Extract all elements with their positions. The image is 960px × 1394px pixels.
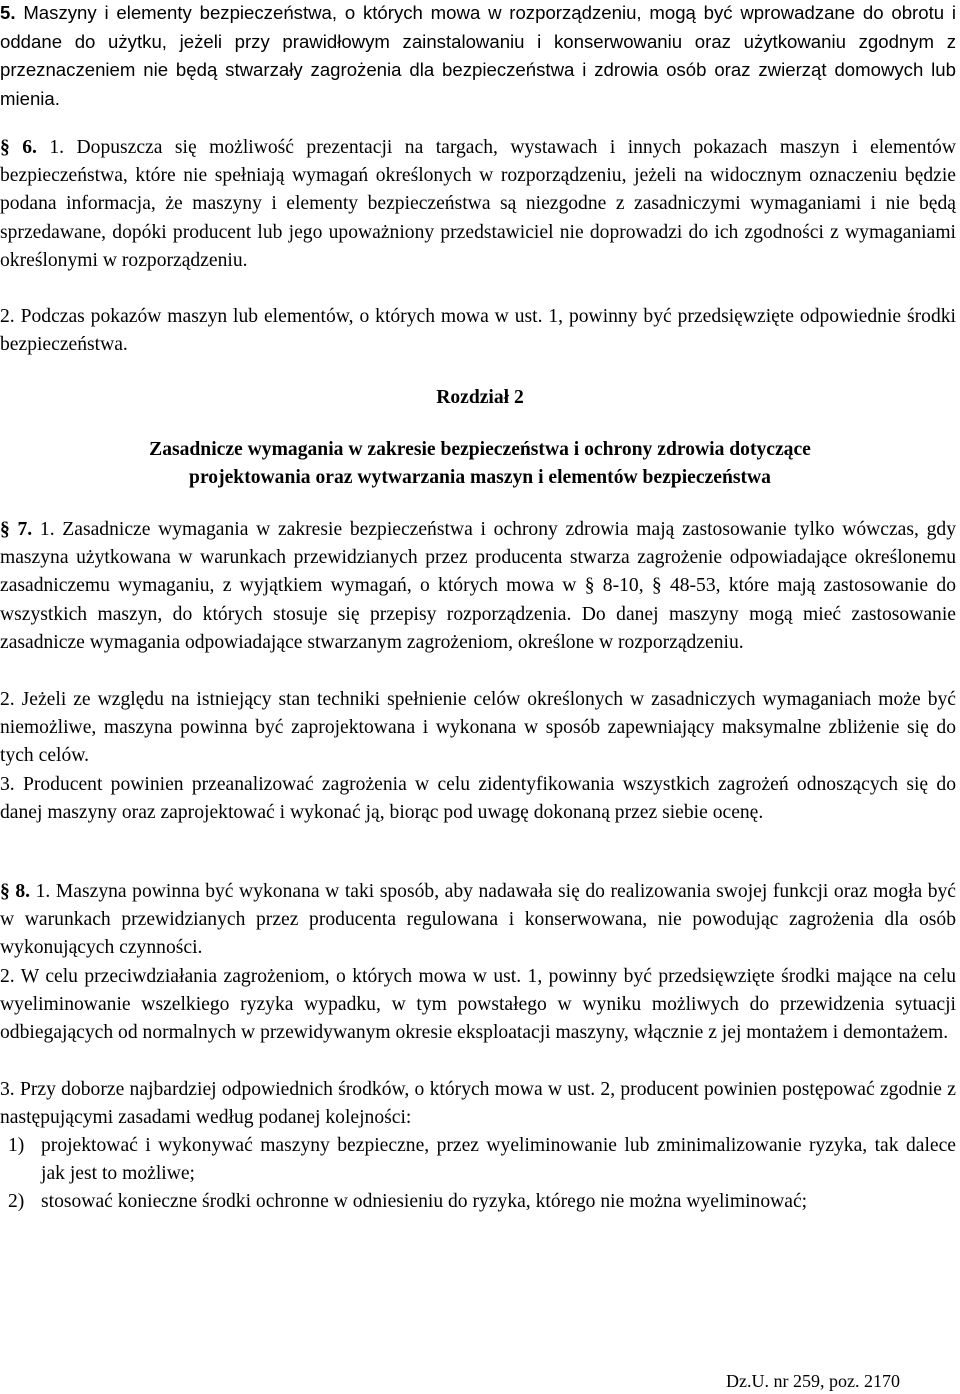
list-item-number: 2) xyxy=(8,1191,25,1212)
paragraph-text: 2. Podczas pokazów maszyn lub elementów, o których mowa w ust. 1, powinny być przedsięwzięte odpowiednie środki bezpieczeństwa. xyxy=(0,306,956,356)
chapter-title-line-1: Zasadnicze wymagania w zakresie bezpieczeństwa i ochrony zdrowia dotyczące xyxy=(149,439,811,460)
paragraph-text: 3. Przy doborze najbardziej odpowiednich środków, o których mowa w ust. 2, producent powinien postępować zgodnie z następującymi zasadami według podanej kolejności: xyxy=(0,1079,956,1129)
section-6-paragraph-1 xyxy=(0,134,956,275)
paragraph-5 xyxy=(0,0,956,113)
section-sign: § xyxy=(0,881,10,902)
list-item-text: stosować konieczne środki ochronne w odniesieniu do ryzyka, którego nie można wyeliminować; xyxy=(41,1191,808,1212)
paragraph-text: 2. Jeżeli ze względu na istniejący stan techniki spełnienie celów określonych w zasadniczych wymaganiach może być niemożliwe, maszyna powinna być zaprojektowana i wykonana w sposób zapewniający maksymalne zbliżenie się do tych celów. xyxy=(0,689,956,767)
section-number: 8. xyxy=(15,881,31,902)
paragraph-text: 8-10, xyxy=(602,575,644,597)
section-7-paragraph-1 xyxy=(0,516,956,657)
section-number: 6. xyxy=(22,137,37,158)
paragraph-text: 2. W celu przeciwdziałania zagrożeniom, o których mowa w ust. 1, powinny być przedsięwzięte środki mające na celu wyeliminowanie wszelkiego ryzyka wypadku, w tym powstałego w wyniku możliwych do przewidzenia sytuacji odbiegających od normalnych w przewidywanym okresie eksploatacji maszyny, włącznie z jej montażem i demontażem. xyxy=(0,966,956,1044)
paragraph-text: 1. Zasadnicze wymagania w zakresie bezpieczeństwa i ochrony zdrowia mają zastosowanie tylko wówczas, gdy maszyna użytkowana w warunkach przewidzianych przez producenta stwarza zagrożenie odpowiadające określonemu zasadniczemu wymaganiu, z wyjątkiem wymagań, o których mowa w xyxy=(0,519,956,597)
list-item-number: 1) xyxy=(8,1135,25,1156)
section-8-paragraph-2 xyxy=(0,963,956,1048)
chapter-title-line-2: projektowania oraz wytwarzania maszyn i elementów bezpieczeństwa xyxy=(189,467,771,488)
section-6-paragraph-2 xyxy=(0,303,956,359)
section-sign: § xyxy=(0,137,10,158)
paragraph-text: 1. Maszyna powinna być wykonana w taki sposób, aby nadawała się do realizowania swojej funkcji oraz mogła być w warunkach przewidzianych przez producenta regulowana i konserwowana, nie powodując zagrożenia dla osób wykonujących czynności. xyxy=(0,881,956,959)
paragraph-text: Maszyny i elementy bezpieczeństwa, o których mowa w rozporządzeniu, mogą być wprowadzane do obrotu i oddane do użytku, jeżeli przy prawidłowym zainstalowaniu i konserwowaniu oraz użytkowaniu zgodnym z przeznaczeniem nie będą stwarzały zagrożenia dla bezpieczeństwa i zdrowia osób oraz zwierząt domowych lub mienia. xyxy=(0,2,956,109)
page-footer: Dz.U. nr 259, poz. 2170 xyxy=(726,1371,900,1391)
section-sign: § xyxy=(0,519,10,540)
section-7-paragraph-3 xyxy=(0,771,956,827)
paragraph-text: 3. Producent powinien przeanalizować zagrożenia w celu zidentyfikowania wszystkich zagrożeń odnoszących się do danej maszyny oraz zaprojektować i wykonać ją, biorąc pod uwagę dokonaną przez siebie ocenę. xyxy=(0,774,956,824)
paragraph-text: 1. Dopuszcza się możliwość prezentacji na targach, wystawach i innych pokazach maszyn i elementów bezpieczeństwa, które nie spełniają wymagań określonych w rozporządzeniu, jeżeli na widocznym oznaczeniu będzie podana informacja, że maszyny i elementy bezpieczeństwa są niezgodne z zasadniczymi wymaganiami i nie będą sprzedawane, dopóki producent lub jego upoważniony przedstawiciel nie doprowadzi do ich zgodności z wymaganiami określonymi w rozporządzeniu. xyxy=(0,137,956,271)
section-8-paragraph-1 xyxy=(0,878,956,963)
chapter-label: Rozdział 2 xyxy=(436,387,524,408)
list-item-text: projektować i wykonywać maszyny bezpieczne, przez wyeliminowanie lub zminimalizowanie ryzyka, tak dalece jak jest to możliwe; xyxy=(41,1135,956,1185)
section-sign: § xyxy=(584,575,595,597)
section-8-paragraph-3 xyxy=(0,1076,956,1132)
paragraph-number: 5. xyxy=(0,2,16,23)
section-7-paragraph-2 xyxy=(0,686,956,771)
section-number: 7. xyxy=(17,519,33,540)
section-sign: § xyxy=(651,575,662,597)
paragraph-text: 48-53, które mają zastosowanie do wszystkich maszyn, do których stosuje się przepisy rozporządzenia. Do danej maszyny mogą mieć zastosowanie zasadnicze wymagania odpowiadające stwarzanym zagrożeniom, określone w rozporządzeniu. xyxy=(0,575,956,653)
